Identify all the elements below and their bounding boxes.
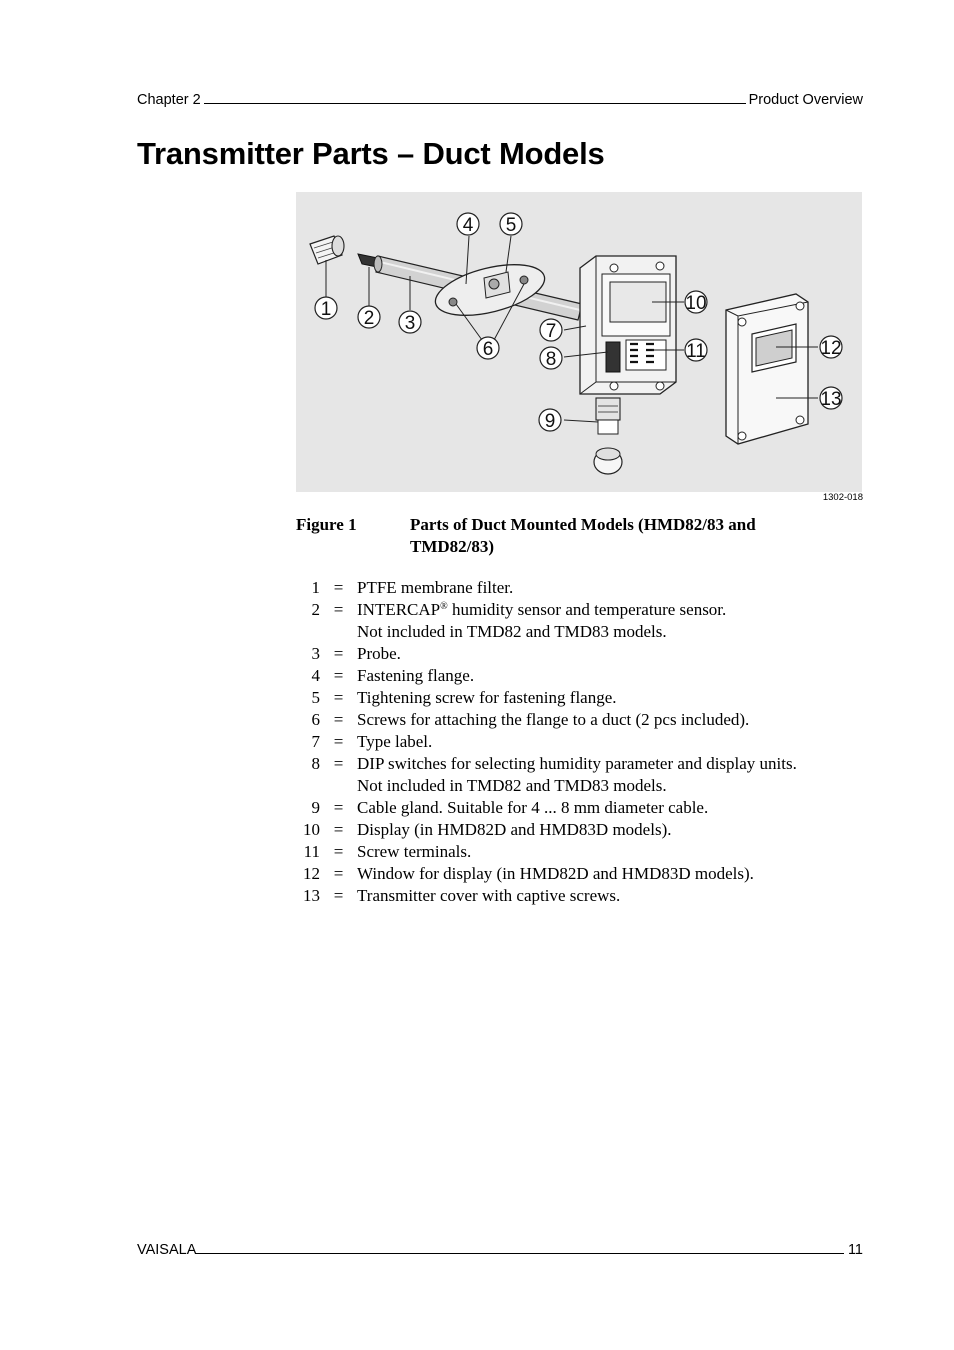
housing-drawing bbox=[580, 256, 676, 394]
list-item: 9 = Cable gland. Suitable for 4 ... 8 mm diameter cable. bbox=[311, 798, 709, 817]
svg-text:5: 5 bbox=[505, 215, 517, 236]
running-footer bbox=[137, 1240, 863, 1262]
svg-text:13: 13 bbox=[820, 389, 842, 410]
svg-text:10: 10 bbox=[685, 293, 707, 314]
list-item: 10 = Display (in HMD82D and HMD83D models). bbox=[303, 820, 672, 839]
svg-text:1: 1 bbox=[320, 299, 332, 320]
list-item: 6 = Screws for attaching the flange to a duct (2 pcs included). bbox=[311, 710, 750, 729]
figure-illustration bbox=[296, 192, 862, 492]
running-header bbox=[137, 90, 863, 112]
list-item: 13 = Transmitter cover with captive screws. bbox=[303, 886, 621, 905]
company-label: VAISALA bbox=[137, 1242, 197, 1258]
svg-text:12: 12 bbox=[820, 338, 842, 359]
list-item: 5 = Tightening screw for fastening flange. bbox=[311, 688, 617, 707]
transmitter-cover-drawing bbox=[726, 294, 808, 444]
list-item: 4 = Fastening flange. bbox=[311, 666, 475, 685]
figure-label: Figure 1 bbox=[296, 515, 357, 534]
svg-text:8: 8 bbox=[545, 349, 557, 370]
svg-text:9: 9 bbox=[544, 411, 556, 432]
svg-text:3: 3 bbox=[404, 313, 416, 334]
list-item: 3 = Probe. bbox=[311, 644, 401, 663]
section-label: Product Overview bbox=[748, 92, 863, 108]
callout-4 bbox=[457, 213, 479, 236]
chapter-label: Chapter 2 bbox=[137, 92, 201, 108]
header-rule bbox=[204, 90, 746, 104]
list-item: 2 = INTERCAP® humidity sensor and temperature sensor. Not included in TMD82 and TMD83 models. bbox=[311, 600, 727, 641]
callout-9 bbox=[539, 409, 561, 432]
figure-code: 1302-018 bbox=[822, 492, 863, 503]
callout-1 bbox=[315, 297, 337, 320]
svg-text:4: 4 bbox=[462, 215, 474, 236]
callout-6 bbox=[477, 337, 499, 360]
list-item: 7 = Type label. bbox=[311, 732, 433, 751]
svg-text:6: 6 bbox=[482, 339, 494, 360]
figure-caption-text: Parts of Duct Mounted Models (HMD82/83 and TMD82/83) bbox=[410, 515, 756, 556]
list-item: 12 = Window for display (in HMD82D and HMD83D models). bbox=[303, 864, 754, 883]
svg-text:11: 11 bbox=[686, 341, 706, 362]
page-title: Transmitter Parts – Duct Models bbox=[137, 136, 605, 171]
callout-10 bbox=[685, 291, 707, 314]
callout-11 bbox=[685, 339, 707, 362]
list-item: 8 = DIP switches for selecting humidity parameter and display units. Not included in TMD82 and TMD83 models. bbox=[311, 754, 797, 795]
svg-text:7: 7 bbox=[545, 321, 557, 342]
callout-8 bbox=[540, 347, 562, 370]
footer-rule bbox=[196, 1240, 844, 1254]
callout-5 bbox=[500, 213, 522, 236]
callout-3 bbox=[399, 311, 421, 334]
cable-gland-drawing bbox=[594, 398, 622, 474]
parts-list bbox=[296, 577, 866, 907]
list-item: 1 = PTFE membrane filter. bbox=[311, 578, 514, 597]
callout-7 bbox=[540, 319, 562, 342]
transmitter-drawing bbox=[296, 192, 862, 492]
fastening-flange-drawing bbox=[430, 255, 549, 325]
list-item: 11 = Screw terminals. bbox=[303, 842, 472, 861]
svg-text:2: 2 bbox=[363, 308, 375, 329]
page-number: 11 bbox=[847, 1242, 863, 1258]
callout-13 bbox=[820, 387, 842, 410]
ptfe-filter-drawing bbox=[310, 236, 344, 264]
callout-12 bbox=[820, 336, 842, 359]
callout-2 bbox=[358, 306, 380, 329]
